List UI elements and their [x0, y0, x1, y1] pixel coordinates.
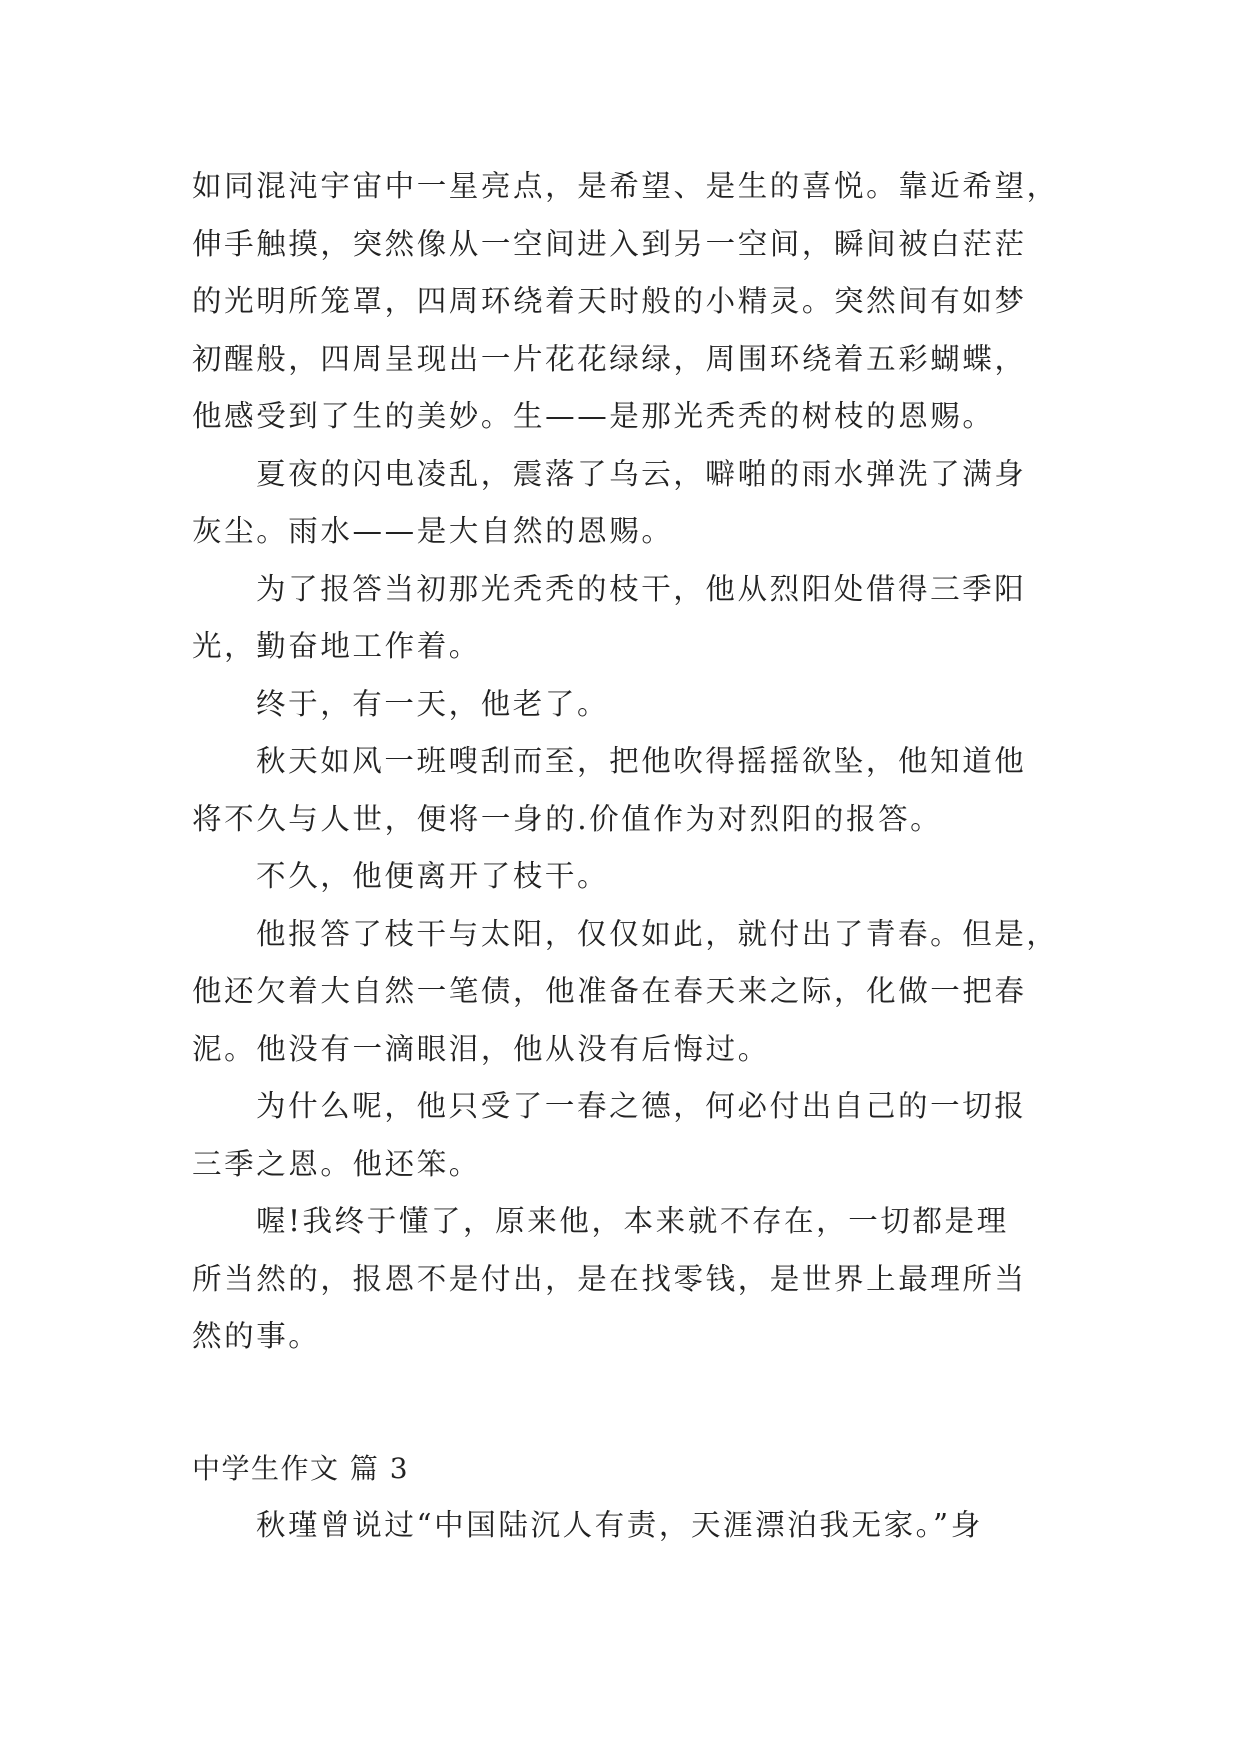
text-line: 如同混沌宇宙中一星亮点，是希望、是生的喜悦。靠近希望， — [192, 169, 1059, 203]
body-paragraph — [192, 446, 1060, 561]
text-line: 他报答了枝干与太阳，仅仅如此，就付出了青春。但是， — [256, 916, 1059, 951]
text-line: 所当然的，报恩不是付出，是在找零钱，是世界上最理所当 — [192, 1261, 1027, 1296]
text-line: 伸手触摸，突然像从一空间进入到另一空间，瞬间被白茫茫 — [192, 226, 1027, 261]
text-line: 为什么呢，他只受了一春之德，何必付出自己的一切报 — [256, 1089, 1027, 1123]
tail-paragraph-container — [192, 1497, 1060, 1555]
body-paragraph — [192, 676, 1060, 734]
text-line: 终于，有一天，他老了。 — [256, 686, 610, 721]
tail-paragraph — [192, 1497, 1060, 1555]
text-line: 秋天如风一班嗖刮而至，把他吹得摇摇欲坠，他知道他 — [256, 744, 1027, 778]
text-line: 为了报答当初那光秃秃的枝干，他从烈阳处借得三季阳 — [256, 571, 1027, 606]
text-line: 将不久与人世，便将一身的.价值作为对烈阳的报答。 — [192, 801, 943, 836]
body-paragraph — [192, 1193, 1060, 1366]
text-line: 三季之恩。他还笨。 — [192, 1146, 481, 1181]
text-line: 不久，他便离开了枝干。 — [256, 859, 610, 893]
text-line: 然的事。 — [192, 1319, 321, 1353]
text-line: 喔!我终于懂了，原来他，本来就不存在，一切都是理 — [256, 1204, 1009, 1238]
text-line: 光，勤奋地工作着。 — [192, 629, 481, 663]
body-paragraph — [192, 158, 1060, 446]
text-line: 泥。他没有一滴眼泪，他从没有后悔过。 — [192, 1031, 770, 1066]
essay-body — [192, 158, 1060, 1366]
body-paragraph — [192, 733, 1060, 848]
text-line: 他感受到了生的美妙。生——是那光秃秃的树枝的恩赐。 — [192, 399, 995, 433]
body-paragraph — [192, 1078, 1060, 1193]
section-heading: 中学生作文 篇 3 — [192, 1452, 410, 1485]
text-line: 灰尘。雨水——是大自然的恩赐。 — [192, 514, 674, 548]
text-line: 夏夜的闪电凌乱，震落了乌云，噼啪的雨水弹洗了满身 — [256, 456, 1027, 491]
text-line: 他还欠着大自然一笔债，他准备在春天来之际，化做一把春 — [192, 974, 1027, 1008]
text-line: 秋瑾曾说过“中国陆沉人有责，天涯漂泊我无家。”身 — [256, 1508, 983, 1542]
body-paragraph — [192, 561, 1060, 676]
text-line: 初醒般，四周呈现出一片花花绿绿，周围环绕着五彩蝴蝶， — [192, 341, 1027, 376]
body-paragraph — [192, 906, 1060, 1079]
body-paragraph — [192, 848, 1060, 906]
text-line: 的光明所笼罩，四周环绕着天时般的小精灵。突然间有如梦 — [192, 284, 1027, 318]
